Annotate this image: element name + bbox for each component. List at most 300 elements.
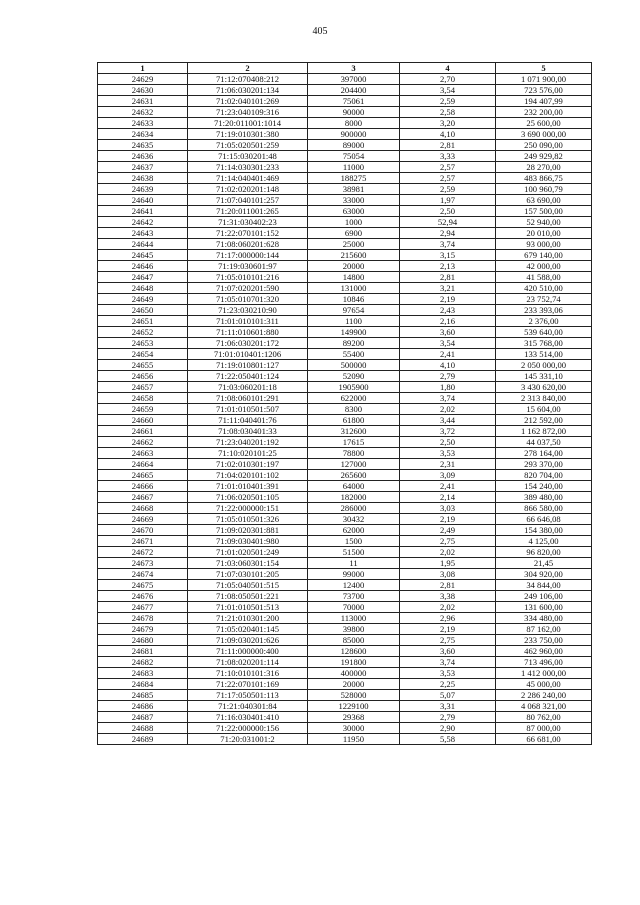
table-cell-col-3: 89000 bbox=[308, 140, 400, 151]
table-row bbox=[98, 525, 592, 536]
table-cell-col-2: 71:05:010701:320 bbox=[188, 294, 308, 305]
table-cell-col-3: 182000 bbox=[308, 492, 400, 503]
table-row bbox=[98, 140, 592, 151]
table-cell-col-2: 71:07:030101:205 bbox=[188, 569, 308, 580]
table-cell-col-1: 24682 bbox=[98, 657, 188, 668]
table-cell-col-3: 131000 bbox=[308, 283, 400, 294]
table-cell-col-4: 2,02 bbox=[400, 602, 496, 613]
table-cell-col-4: 2,50 bbox=[400, 437, 496, 448]
table-cell-col-1: 24656 bbox=[98, 371, 188, 382]
table-cell-col-2: 71:05:010501:326 bbox=[188, 514, 308, 525]
table-row bbox=[98, 536, 592, 547]
table-cell-col-1: 24642 bbox=[98, 217, 188, 228]
table-cell-col-4: 2,49 bbox=[400, 525, 496, 536]
table-row bbox=[98, 250, 592, 261]
table-cell-col-1: 24637 bbox=[98, 162, 188, 173]
table-cell-col-2: 71:08:060201:628 bbox=[188, 239, 308, 250]
table-cell-col-3: 30000 bbox=[308, 723, 400, 734]
table-cell-col-3: 1100 bbox=[308, 316, 400, 327]
table-cell-col-5: 52 940,00 bbox=[496, 217, 592, 228]
table-cell-col-3: 265600 bbox=[308, 470, 400, 481]
table-cell-col-4: 2,79 bbox=[400, 712, 496, 723]
table-cell-col-2: 71:08:030401:33 bbox=[188, 426, 308, 437]
table-cell-col-5: 66 681,00 bbox=[496, 734, 592, 745]
table-cell-col-4: 3,44 bbox=[400, 415, 496, 426]
table-cell-col-3: 400000 bbox=[308, 668, 400, 679]
table-cell-col-1: 24676 bbox=[98, 591, 188, 602]
table-row bbox=[98, 327, 592, 338]
table-cell-col-4: 2,57 bbox=[400, 173, 496, 184]
column-header-3: 3 bbox=[308, 63, 400, 74]
table-cell-col-5: 2 376,00 bbox=[496, 316, 592, 327]
table-row bbox=[98, 338, 592, 349]
table-cell-col-1: 24680 bbox=[98, 635, 188, 646]
table-cell-col-5: 1 071 900,00 bbox=[496, 74, 592, 85]
table-cell-col-3: 500000 bbox=[308, 360, 400, 371]
table-cell-col-1: 24641 bbox=[98, 206, 188, 217]
table-cell-col-2: 71:01:020501:249 bbox=[188, 547, 308, 558]
table-cell-col-1: 24630 bbox=[98, 85, 188, 96]
table-row bbox=[98, 635, 592, 646]
table-cell-col-1: 24644 bbox=[98, 239, 188, 250]
table-cell-col-1: 24648 bbox=[98, 283, 188, 294]
table-row bbox=[98, 470, 592, 481]
table-cell-col-4: 5,58 bbox=[400, 734, 496, 745]
table-cell-col-5: 249 929,82 bbox=[496, 151, 592, 162]
table-cell-col-2: 71:17:000000:144 bbox=[188, 250, 308, 261]
table-row bbox=[98, 657, 592, 668]
table-cell-col-5: 1 412 000,00 bbox=[496, 668, 592, 679]
table-cell-col-2: 71:14:040401:469 bbox=[188, 173, 308, 184]
table-cell-col-5: 334 480,00 bbox=[496, 613, 592, 624]
table-cell-col-5: 293 370,00 bbox=[496, 459, 592, 470]
table-cell-col-2: 71:19:010301:380 bbox=[188, 129, 308, 140]
table-cell-col-3: 11000 bbox=[308, 162, 400, 173]
table-cell-col-3: 33000 bbox=[308, 195, 400, 206]
table-cell-col-3: 38981 bbox=[308, 184, 400, 195]
table-cell-col-1: 24654 bbox=[98, 349, 188, 360]
table-cell-col-3: 1229100 bbox=[308, 701, 400, 712]
table-cell-col-3: 397000 bbox=[308, 74, 400, 85]
table-cell-col-1: 24662 bbox=[98, 437, 188, 448]
table-row bbox=[98, 371, 592, 382]
table-cell-col-5: 194 407,99 bbox=[496, 96, 592, 107]
table-cell-col-2: 71:01:010401:1206 bbox=[188, 349, 308, 360]
table-cell-col-2: 71:10:010101:316 bbox=[188, 668, 308, 679]
table-cell-col-4: 3,74 bbox=[400, 239, 496, 250]
table-cell-col-1: 24658 bbox=[98, 393, 188, 404]
table-cell-col-5: 2 313 840,00 bbox=[496, 393, 592, 404]
table-cell-col-4: 2,90 bbox=[400, 723, 496, 734]
table-cell-col-4: 2,70 bbox=[400, 74, 496, 85]
table-cell-col-2: 71:07:040101:257 bbox=[188, 195, 308, 206]
table-cell-col-4: 3,60 bbox=[400, 327, 496, 338]
table-cell-col-1: 24634 bbox=[98, 129, 188, 140]
table-cell-col-4: 2,16 bbox=[400, 316, 496, 327]
table-row bbox=[98, 734, 592, 745]
table-cell-col-5: 42 000,00 bbox=[496, 261, 592, 272]
table-cell-col-4: 3,53 bbox=[400, 448, 496, 459]
table-cell-col-3: 52090 bbox=[308, 371, 400, 382]
table-cell-col-4: 2,13 bbox=[400, 261, 496, 272]
table-row bbox=[98, 558, 592, 569]
table-cell-col-3: 64000 bbox=[308, 481, 400, 492]
table-cell-col-2: 71:01:010101:311 bbox=[188, 316, 308, 327]
table-cell-col-3: 188275 bbox=[308, 173, 400, 184]
table-cell-col-4: 2,14 bbox=[400, 492, 496, 503]
table-cell-col-2: 71:22:000000:151 bbox=[188, 503, 308, 514]
table-cell-col-2: 71:05:020401:145 bbox=[188, 624, 308, 635]
table-cell-col-5: 21,45 bbox=[496, 558, 592, 569]
table-cell-col-5: 28 270,00 bbox=[496, 162, 592, 173]
table-row bbox=[98, 151, 592, 162]
table-cell-col-2: 71:05:040501:515 bbox=[188, 580, 308, 591]
table-cell-col-3: 61800 bbox=[308, 415, 400, 426]
table-cell-col-5: 233 750,00 bbox=[496, 635, 592, 646]
table-cell-col-4: 2,81 bbox=[400, 272, 496, 283]
table-row bbox=[98, 712, 592, 723]
table-row bbox=[98, 129, 592, 140]
table-cell-col-2: 71:10:020101:25 bbox=[188, 448, 308, 459]
table-cell-col-1: 24657 bbox=[98, 382, 188, 393]
table-cell-col-2: 71:07:020201:590 bbox=[188, 283, 308, 294]
table-cell-col-1: 24677 bbox=[98, 602, 188, 613]
table-cell-col-2: 71:09:020301:881 bbox=[188, 525, 308, 536]
table-cell-col-4: 52,94 bbox=[400, 217, 496, 228]
table-cell-col-5: 420 510,00 bbox=[496, 283, 592, 294]
table-cell-col-1: 24684 bbox=[98, 679, 188, 690]
table-cell-col-1: 24673 bbox=[98, 558, 188, 569]
table-cell-col-5: 45 000,00 bbox=[496, 679, 592, 690]
table-cell-col-3: 78800 bbox=[308, 448, 400, 459]
table-cell-col-1: 24646 bbox=[98, 261, 188, 272]
table-cell-col-2: 71:08:050501:221 bbox=[188, 591, 308, 602]
table-cell-col-3: 14800 bbox=[308, 272, 400, 283]
table-cell-col-2: 71:03:060301:154 bbox=[188, 558, 308, 569]
table-cell-col-5: 44 037,50 bbox=[496, 437, 592, 448]
table-cell-col-2: 71:11:040401:76 bbox=[188, 415, 308, 426]
table-cell-col-5: 34 844,00 bbox=[496, 580, 592, 591]
table-cell-col-1: 24638 bbox=[98, 173, 188, 184]
table-row bbox=[98, 646, 592, 657]
table-cell-col-4: 3,03 bbox=[400, 503, 496, 514]
table-row bbox=[98, 261, 592, 272]
table-cell-col-3: 70000 bbox=[308, 602, 400, 613]
table-cell-col-4: 1,97 bbox=[400, 195, 496, 206]
table-cell-col-1: 24665 bbox=[98, 470, 188, 481]
table-cell-col-1: 24649 bbox=[98, 294, 188, 305]
table-cell-col-3: 204400 bbox=[308, 85, 400, 96]
table-cell-col-5: 133 514,00 bbox=[496, 349, 592, 360]
table-cell-col-1: 24655 bbox=[98, 360, 188, 371]
table-cell-col-2: 71:23:040201:192 bbox=[188, 437, 308, 448]
header-row bbox=[98, 63, 592, 74]
table-cell-col-3: 17615 bbox=[308, 437, 400, 448]
table-cell-col-1: 24633 bbox=[98, 118, 188, 129]
table-cell-col-3: 89200 bbox=[308, 338, 400, 349]
table-cell-col-2: 71:23:030210:90 bbox=[188, 305, 308, 316]
table-cell-col-3: 215600 bbox=[308, 250, 400, 261]
table-cell-col-5: 4 125,00 bbox=[496, 536, 592, 547]
table-cell-col-2: 71:19:030601:97 bbox=[188, 261, 308, 272]
table-cell-col-5: 25 600,00 bbox=[496, 118, 592, 129]
table-row bbox=[98, 701, 592, 712]
table-cell-col-2: 71:20:031001:2 bbox=[188, 734, 308, 745]
table-cell-col-1: 24643 bbox=[98, 228, 188, 239]
table-row bbox=[98, 514, 592, 525]
table-cell-col-3: 12400 bbox=[308, 580, 400, 591]
table-cell-col-3: 900000 bbox=[308, 129, 400, 140]
table-cell-col-4: 3,20 bbox=[400, 118, 496, 129]
table-cell-col-5: 41 588,00 bbox=[496, 272, 592, 283]
table-cell-col-4: 3,31 bbox=[400, 701, 496, 712]
table-row bbox=[98, 107, 592, 118]
table-cell-col-2: 71:22:070101:152 bbox=[188, 228, 308, 239]
table-cell-col-4: 2,81 bbox=[400, 580, 496, 591]
table-row bbox=[98, 305, 592, 316]
table-cell-col-4: 2,94 bbox=[400, 228, 496, 239]
table-row bbox=[98, 668, 592, 679]
table-cell-col-2: 71:02:040101:269 bbox=[188, 96, 308, 107]
table-cell-col-2: 71:31:030402:23 bbox=[188, 217, 308, 228]
table-cell-col-4: 3,74 bbox=[400, 657, 496, 668]
table-cell-col-1: 24645 bbox=[98, 250, 188, 261]
table-row bbox=[98, 580, 592, 591]
table-cell-col-3: 113000 bbox=[308, 613, 400, 624]
table-cell-col-4: 3,33 bbox=[400, 151, 496, 162]
table-cell-col-2: 71:21:010301:200 bbox=[188, 613, 308, 624]
table-cell-col-3: 99000 bbox=[308, 569, 400, 580]
table-cell-col-4: 1,95 bbox=[400, 558, 496, 569]
table-cell-col-5: 4 068 321,00 bbox=[496, 701, 592, 712]
table-cell-col-5: 63 690,00 bbox=[496, 195, 592, 206]
table-cell-col-1: 24672 bbox=[98, 547, 188, 558]
table-row bbox=[98, 239, 592, 250]
table-row bbox=[98, 404, 592, 415]
table-row bbox=[98, 118, 592, 129]
table-cell-col-5: 154 240,00 bbox=[496, 481, 592, 492]
table-cell-col-4: 3,54 bbox=[400, 338, 496, 349]
table-cell-col-3: 75054 bbox=[308, 151, 400, 162]
table-cell-col-5: 249 106,00 bbox=[496, 591, 592, 602]
table-cell-col-2: 71:22:050401:124 bbox=[188, 371, 308, 382]
table-cell-col-4: 2,58 bbox=[400, 107, 496, 118]
table-cell-col-3: 30432 bbox=[308, 514, 400, 525]
table-cell-col-2: 71:20:011001:1014 bbox=[188, 118, 308, 129]
table-row bbox=[98, 679, 592, 690]
table-cell-col-1: 24686 bbox=[98, 701, 188, 712]
table-cell-col-5: 483 866,75 bbox=[496, 173, 592, 184]
table-cell-col-1: 24679 bbox=[98, 624, 188, 635]
table-cell-col-4: 2,43 bbox=[400, 305, 496, 316]
table-cell-col-4: 2,50 bbox=[400, 206, 496, 217]
table-cell-col-3: 11950 bbox=[308, 734, 400, 745]
table-cell-col-5: 820 704,00 bbox=[496, 470, 592, 481]
table-cell-col-1: 24683 bbox=[98, 668, 188, 679]
table-cell-col-5: 3 690 000,00 bbox=[496, 129, 592, 140]
table-row bbox=[98, 393, 592, 404]
table-cell-col-3: 51500 bbox=[308, 547, 400, 558]
table-cell-col-2: 71:11:010601:880 bbox=[188, 327, 308, 338]
table-row bbox=[98, 624, 592, 635]
table-row bbox=[98, 349, 592, 360]
table-cell-col-5: 131 600,00 bbox=[496, 602, 592, 613]
table-cell-col-1: 24631 bbox=[98, 96, 188, 107]
table-cell-col-2: 71:05:010101:216 bbox=[188, 272, 308, 283]
column-header-2: 2 bbox=[188, 63, 308, 74]
table-cell-col-3: 528000 bbox=[308, 690, 400, 701]
table-cell-col-3: 128600 bbox=[308, 646, 400, 657]
table-cell-col-4: 3,74 bbox=[400, 393, 496, 404]
table-cell-col-5: 250 090,00 bbox=[496, 140, 592, 151]
table-cell-col-4: 2,02 bbox=[400, 547, 496, 558]
table-cell-col-5: 278 164,00 bbox=[496, 448, 592, 459]
table-cell-col-4: 3,21 bbox=[400, 283, 496, 294]
table-cell-col-2: 71:06:030201:134 bbox=[188, 85, 308, 96]
table-cell-col-1: 24688 bbox=[98, 723, 188, 734]
table-cell-col-5: 23 752,74 bbox=[496, 294, 592, 305]
table-cell-col-3: 622000 bbox=[308, 393, 400, 404]
table-cell-col-1: 24681 bbox=[98, 646, 188, 657]
table-cell-col-4: 2,59 bbox=[400, 96, 496, 107]
table-cell-col-1: 24669 bbox=[98, 514, 188, 525]
table-cell-col-2: 71:14:030301:233 bbox=[188, 162, 308, 173]
table-cell-col-4: 2,96 bbox=[400, 613, 496, 624]
table-cell-col-1: 24639 bbox=[98, 184, 188, 195]
table-cell-col-1: 24671 bbox=[98, 536, 188, 547]
table-cell-col-1: 24663 bbox=[98, 448, 188, 459]
table-cell-col-5: 1 162 872,00 bbox=[496, 426, 592, 437]
table-cell-col-4: 3,53 bbox=[400, 668, 496, 679]
table-cell-col-4: 2,02 bbox=[400, 404, 496, 415]
table-row bbox=[98, 492, 592, 503]
table-cell-col-2: 71:19:010801:127 bbox=[188, 360, 308, 371]
table-cell-col-5: 232 200,00 bbox=[496, 107, 592, 118]
table-cell-col-1: 24687 bbox=[98, 712, 188, 723]
table-cell-col-2: 71:15:030201:48 bbox=[188, 151, 308, 162]
table-row bbox=[98, 228, 592, 239]
table-cell-col-3: 25000 bbox=[308, 239, 400, 250]
table-cell-col-5: 154 380,00 bbox=[496, 525, 592, 536]
table-cell-col-3: 29368 bbox=[308, 712, 400, 723]
table-cell-col-5: 866 580,00 bbox=[496, 503, 592, 514]
table-cell-col-3: 1000 bbox=[308, 217, 400, 228]
table-cell-col-5: 212 592,00 bbox=[496, 415, 592, 426]
table-cell-col-5: 20 010,00 bbox=[496, 228, 592, 239]
table-cell-col-4: 2,75 bbox=[400, 635, 496, 646]
table-cell-col-2: 71:11:000000:400 bbox=[188, 646, 308, 657]
table-row bbox=[98, 360, 592, 371]
table-row bbox=[98, 195, 592, 206]
table-cell-col-4: 3,38 bbox=[400, 591, 496, 602]
table-cell-col-1: 24647 bbox=[98, 272, 188, 283]
table-cell-col-2: 71:06:020501:105 bbox=[188, 492, 308, 503]
table-cell-col-5: 15 604,00 bbox=[496, 404, 592, 415]
table-cell-col-4: 2,25 bbox=[400, 679, 496, 690]
table-row bbox=[98, 415, 592, 426]
table-cell-col-4: 5,07 bbox=[400, 690, 496, 701]
table-cell-col-2: 71:03:060201:18 bbox=[188, 382, 308, 393]
table-cell-col-4: 2,31 bbox=[400, 459, 496, 470]
table-cell-col-5: 304 920,00 bbox=[496, 569, 592, 580]
table-row bbox=[98, 294, 592, 305]
table-cell-col-5: 713 496,00 bbox=[496, 657, 592, 668]
table-cell-col-4: 2,75 bbox=[400, 536, 496, 547]
table-row bbox=[98, 316, 592, 327]
table-cell-col-2: 71:20:011001:265 bbox=[188, 206, 308, 217]
table-cell-col-1: 24660 bbox=[98, 415, 188, 426]
table-cell-col-5: 723 576,00 bbox=[496, 85, 592, 96]
table-cell-col-2: 71:05:020501:259 bbox=[188, 140, 308, 151]
table-cell-col-3: 55400 bbox=[308, 349, 400, 360]
table-cell-col-5: 315 768,00 bbox=[496, 338, 592, 349]
table-cell-col-3: 286000 bbox=[308, 503, 400, 514]
table-cell-col-2: 71:17:050501:113 bbox=[188, 690, 308, 701]
table-cell-col-5: 66 646,08 bbox=[496, 514, 592, 525]
table-cell-col-5: 100 960,79 bbox=[496, 184, 592, 195]
data-table bbox=[97, 62, 592, 745]
table-row bbox=[98, 723, 592, 734]
table-cell-col-1: 24670 bbox=[98, 525, 188, 536]
table-cell-col-3: 62000 bbox=[308, 525, 400, 536]
table-row bbox=[98, 162, 592, 173]
table-row bbox=[98, 426, 592, 437]
table-row bbox=[98, 272, 592, 283]
table-cell-col-2: 71:04:020101:102 bbox=[188, 470, 308, 481]
table-header bbox=[98, 63, 592, 74]
table-row bbox=[98, 74, 592, 85]
table-cell-col-3: 149900 bbox=[308, 327, 400, 338]
table-cell-col-5: 539 640,00 bbox=[496, 327, 592, 338]
table-cell-col-1: 24666 bbox=[98, 481, 188, 492]
table-cell-col-5: 3 430 620,00 bbox=[496, 382, 592, 393]
column-header-5: 5 bbox=[496, 63, 592, 74]
table-cell-col-1: 24675 bbox=[98, 580, 188, 591]
table-row bbox=[98, 613, 592, 624]
table-cell-col-4: 1,80 bbox=[400, 382, 496, 393]
table-cell-col-2: 71:23:040109:316 bbox=[188, 107, 308, 118]
table-cell-col-2: 71:08:060101:291 bbox=[188, 393, 308, 404]
table-row bbox=[98, 448, 592, 459]
table-row bbox=[98, 602, 592, 613]
table-cell-col-1: 24636 bbox=[98, 151, 188, 162]
table-cell-col-2: 71:21:040301:84 bbox=[188, 701, 308, 712]
table-cell-col-3: 90000 bbox=[308, 107, 400, 118]
table-cell-col-3: 127000 bbox=[308, 459, 400, 470]
table-cell-col-3: 20000 bbox=[308, 261, 400, 272]
table-cell-col-5: 679 140,00 bbox=[496, 250, 592, 261]
table-cell-col-3: 312600 bbox=[308, 426, 400, 437]
table-row bbox=[98, 459, 592, 470]
table-row bbox=[98, 184, 592, 195]
table-cell-col-2: 71:09:030201:626 bbox=[188, 635, 308, 646]
table-row bbox=[98, 96, 592, 107]
table-cell-col-4: 3,72 bbox=[400, 426, 496, 437]
table-row bbox=[98, 382, 592, 393]
table-cell-col-2: 71:09:030401:980 bbox=[188, 536, 308, 547]
table-row bbox=[98, 206, 592, 217]
table-cell-col-1: 24659 bbox=[98, 404, 188, 415]
table-cell-col-3: 6900 bbox=[308, 228, 400, 239]
table-cell-col-5: 157 500,00 bbox=[496, 206, 592, 217]
table-cell-col-1: 24661 bbox=[98, 426, 188, 437]
table-cell-col-5: 87 162,00 bbox=[496, 624, 592, 635]
table-cell-col-4: 2,19 bbox=[400, 624, 496, 635]
table-row bbox=[98, 437, 592, 448]
table-cell-col-4: 2,19 bbox=[400, 514, 496, 525]
table-cell-col-4: 4,10 bbox=[400, 360, 496, 371]
table-cell-col-5: 2 050 000,00 bbox=[496, 360, 592, 371]
